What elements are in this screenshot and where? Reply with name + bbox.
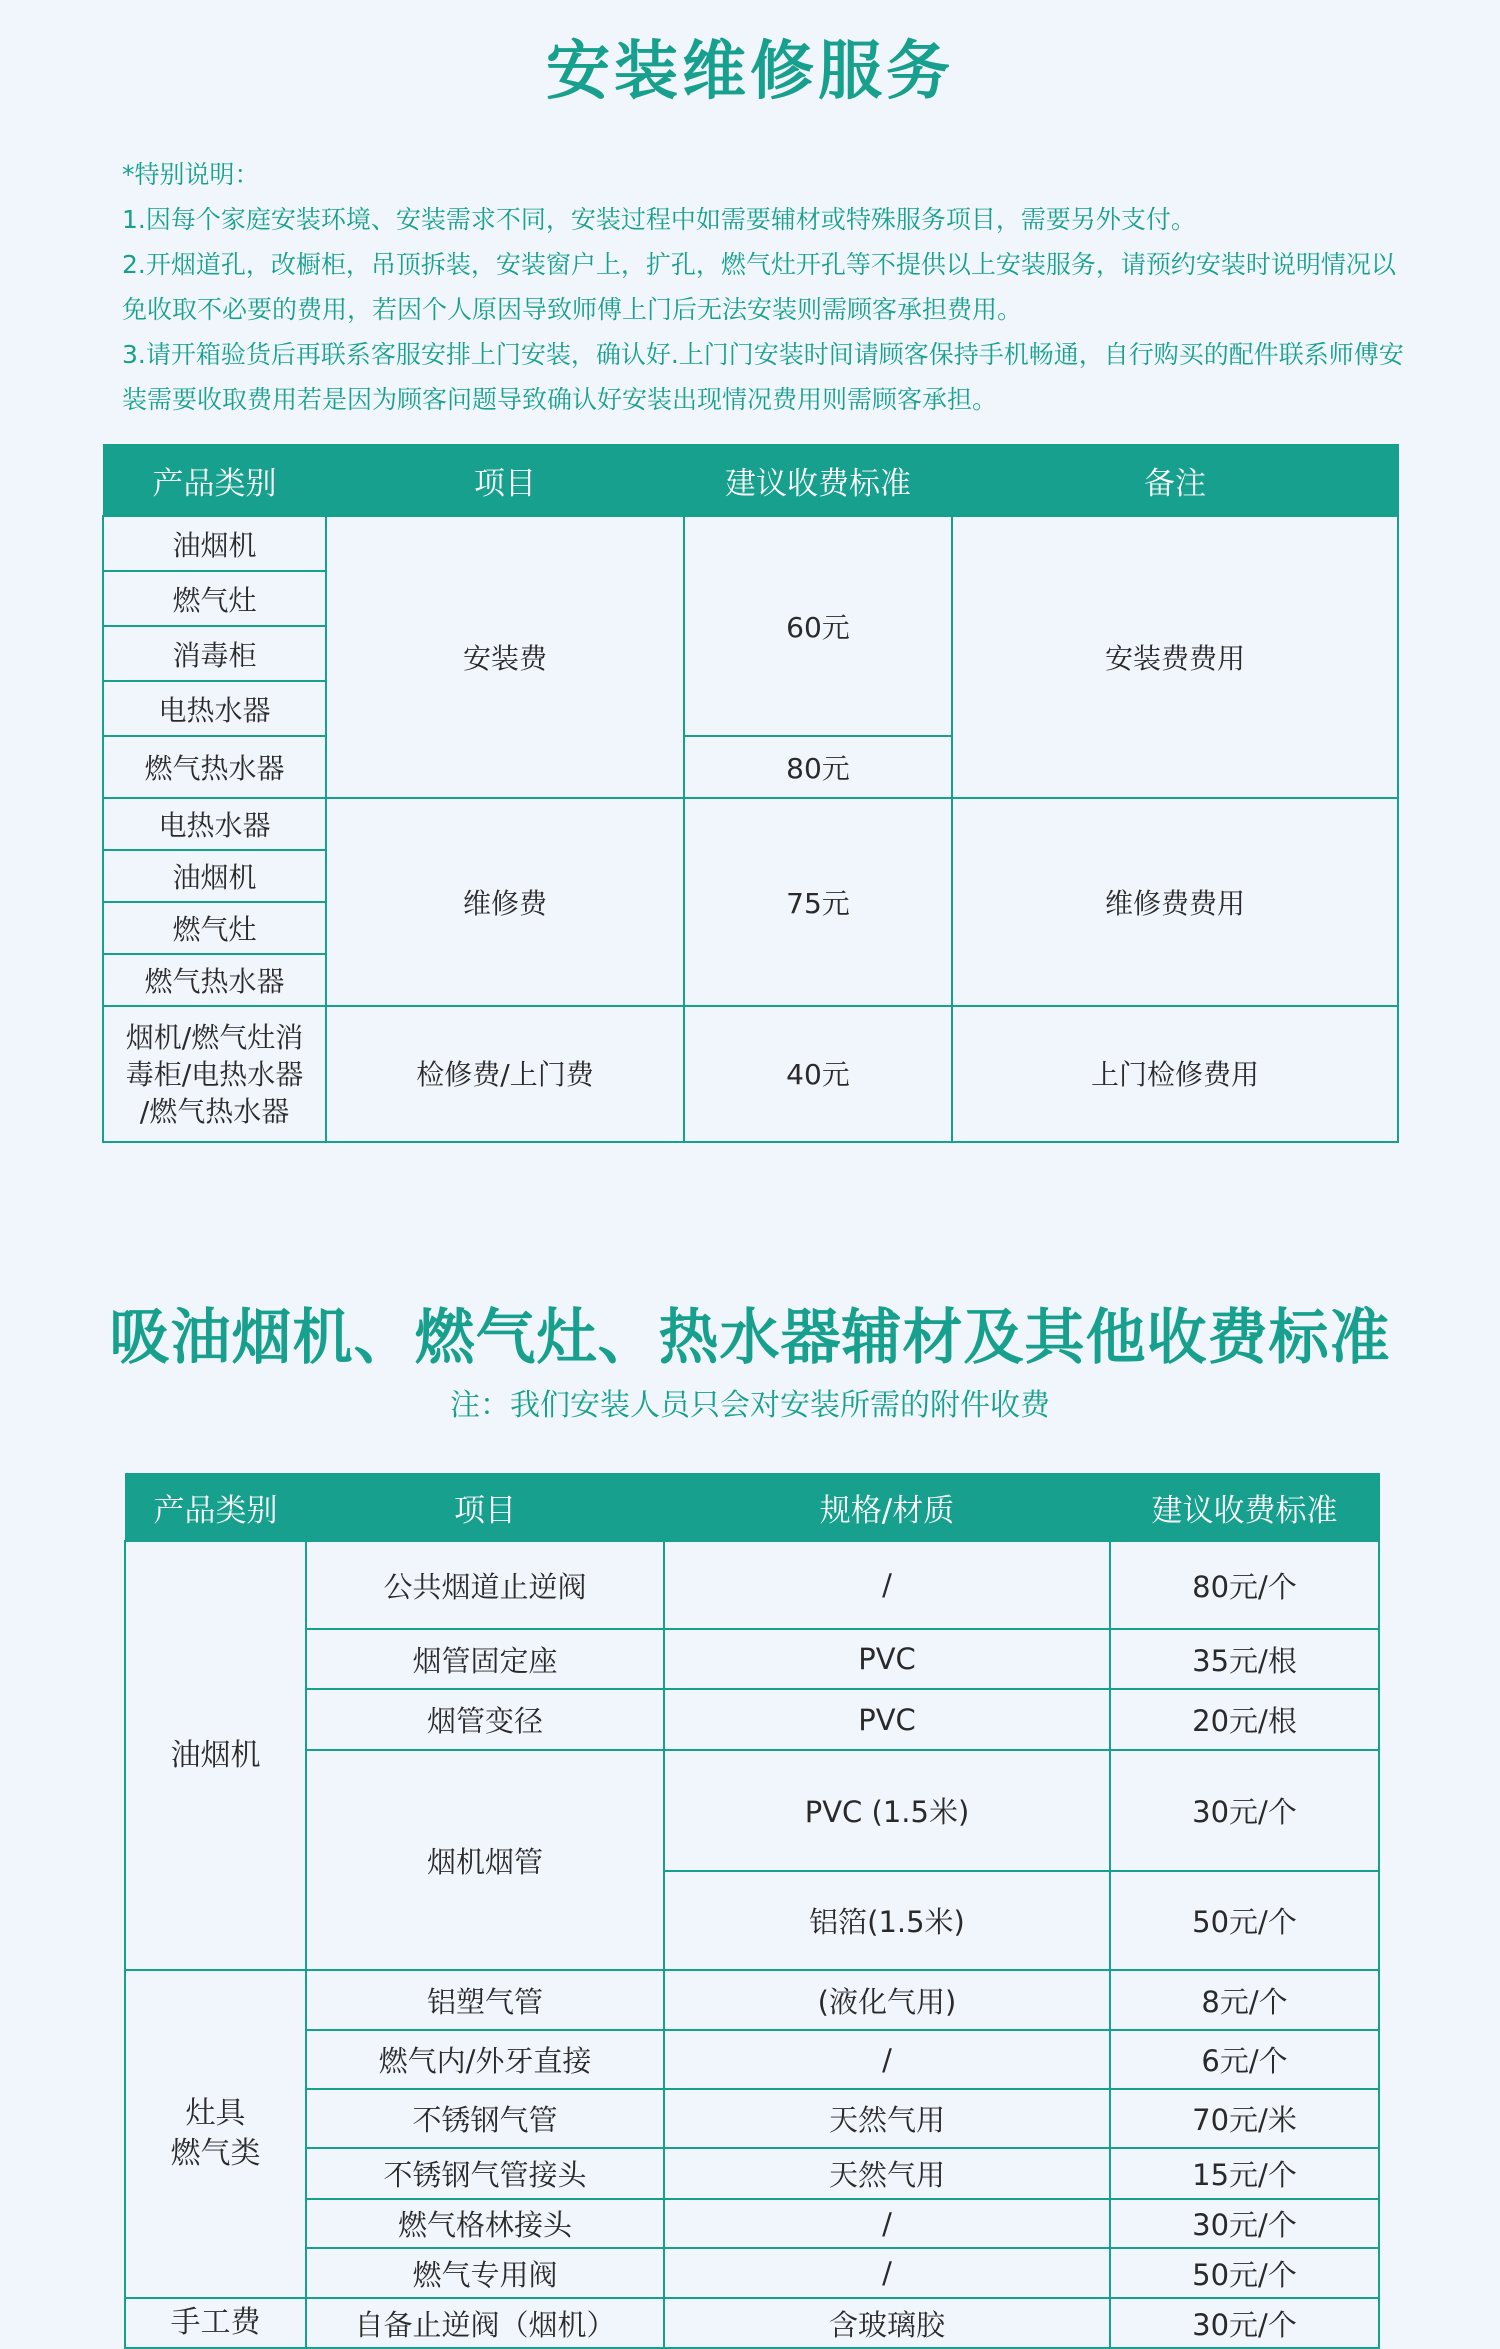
visit-product-cell <box>103 1006 326 1142</box>
category-line: 燃气类 <box>170 2136 261 2171</box>
table-row <box>125 1629 1379 1689</box>
spec-cell: PVC <box>664 1629 1110 1689</box>
header-item: 项目 <box>326 445 684 517</box>
product-cell: 燃气热水器 <box>103 954 326 1006</box>
category-range-hood: 油烟机 <box>125 1541 306 1970</box>
install-remark: 安装费费用 <box>952 516 1398 798</box>
install-fee-item: 安装费 <box>326 516 684 798</box>
table-row <box>125 1750 1379 1871</box>
header-product-category: 产品类别 <box>103 445 326 517</box>
item-cell: 燃气格林接头 <box>306 2199 664 2248</box>
price-cell: 50元/个 <box>1110 1871 1379 1970</box>
table-row <box>125 2248 1379 2298</box>
visit-product-line: /燃气热水器 <box>139 1094 290 1128</box>
product-cell: 燃气热水器 <box>103 736 326 798</box>
visit-product-line: 烟机/燃气灶消 <box>125 1020 304 1054</box>
product-cell: 燃气灶 <box>103 571 326 626</box>
item-cell-hood-pipe: 烟机烟管 <box>306 1750 664 1970</box>
item-cell: 烟管变径 <box>306 1689 664 1750</box>
table-row <box>125 2199 1379 2248</box>
table-row <box>125 2030 1379 2089</box>
item-cell: 不锈钢气管 <box>306 2089 664 2148</box>
service-fee-table <box>102 444 1399 1143</box>
notes-heading: *特别说明： <box>122 160 260 189</box>
spec-cell: PVC (1.5米) <box>664 1750 1110 1871</box>
table-row <box>103 516 1398 571</box>
price-cell: 30元/个 <box>1110 2199 1379 2248</box>
product-cell: 消毒柜 <box>103 626 326 681</box>
repair-remark: 维修费费用 <box>952 798 1398 1006</box>
category-labor: 手工费 <box>125 2298 306 2348</box>
price-cell: 30元/个 <box>1110 1750 1379 1871</box>
table-row <box>125 1689 1379 1750</box>
page-title: 安装维修服务 <box>546 35 954 109</box>
price-cell: 70元/米 <box>1110 2089 1379 2148</box>
price-cell: 80元/个 <box>1110 1541 1379 1629</box>
spec-cell: (液化气用) <box>664 1970 1110 2030</box>
price-cell: 35元/根 <box>1110 1629 1379 1689</box>
header-suggested-fee: 建议收费标准 <box>1110 1474 1379 1542</box>
price-cell: 6元/个 <box>1110 2030 1379 2089</box>
spec-cell: / <box>664 2248 1110 2298</box>
item-cell: 自备止逆阀（烟机） <box>306 2298 664 2348</box>
note-1: 1.因每个家庭安装环境、安装需求不同，安装过程中如需要辅材或特殊服务项目，需要另外支付。 <box>122 205 1196 234</box>
header-spec-material: 规格/材质 <box>664 1474 1110 1542</box>
section-note: 注：我们安装人员只会对安装所需的附件收费 <box>450 1388 1050 1423</box>
price-cell: 8元/个 <box>1110 1970 1379 2030</box>
spec-cell: 天然气用 <box>664 2148 1110 2199</box>
visit-product-line: 毒柜/电热水器 <box>125 1057 304 1091</box>
repair-fee-item: 维修费 <box>326 798 684 1006</box>
item-cell: 燃气专用阀 <box>306 2248 664 2298</box>
price-cell: 20元/根 <box>1110 1689 1379 1750</box>
repair-price: 75元 <box>684 798 952 1006</box>
product-cell: 燃气灶 <box>103 902 326 954</box>
spec-cell: 铝箔(1.5米) <box>664 1871 1110 1970</box>
section-title: 吸油烟机、燃气灶、热水器辅材及其他收费标准 <box>109 1303 1391 1373</box>
table-row <box>125 2298 1379 2348</box>
install-price-60: 60元 <box>684 516 952 736</box>
spec-cell: PVC <box>664 1689 1110 1750</box>
note-3: 3.请开箱验货后再联系客服安排上门安装，确认好.上门门安装时间请顾客保持手机畅通，自行购买的配件联系师傅安装需要收取费用若是因为顾客问题导致确认好安装出现情况费用则需顾客承担。 <box>122 340 1404 414</box>
visit-remark: 上门检修费用 <box>952 1006 1398 1142</box>
table-row <box>103 798 1398 850</box>
spec-cell: / <box>664 2199 1110 2248</box>
item-cell: 铝塑气管 <box>306 1970 664 2030</box>
spec-cell: 天然气用 <box>664 2089 1110 2148</box>
install-price-80: 80元 <box>684 736 952 798</box>
product-cell: 电热水器 <box>103 798 326 850</box>
item-cell: 燃气内/外牙直接 <box>306 2030 664 2089</box>
header-product-category: 产品类别 <box>125 1474 306 1542</box>
price-cell: 15元/个 <box>1110 2148 1379 2199</box>
category-line: 灶具 <box>185 2096 246 2131</box>
item-cell: 不锈钢气管接头 <box>306 2148 664 2199</box>
product-cell: 油烟机 <box>103 850 326 902</box>
header-suggested-fee: 建议收费标准 <box>684 445 952 517</box>
product-cell: 电热水器 <box>103 681 326 736</box>
header-remark: 备注 <box>952 445 1398 517</box>
table-row <box>125 1970 1379 2030</box>
header-item: 项目 <box>306 1474 664 1542</box>
product-cell: 油烟机 <box>103 516 326 571</box>
note-2: 2.开烟道孔，改橱柜，吊顶拆装，安装窗户上，扩孔，燃气灶开孔等不提供以上安装服务，请预约安装时说明情况以免收取不必要的费用，若因个人原因导致师傅上门后无法安装则需顾客承担费用。 <box>122 250 1396 324</box>
spec-cell: 含玻璃胶 <box>664 2298 1110 2348</box>
visit-fee-item: 检修费/上门费 <box>326 1006 684 1142</box>
price-cell: 30元/个 <box>1110 2298 1379 2348</box>
table-header-row <box>103 445 1398 517</box>
spec-cell: / <box>664 2030 1110 2089</box>
table-row <box>125 2148 1379 2199</box>
table-row <box>103 1006 1398 1142</box>
category-gas-stove <box>125 1970 306 2298</box>
price-cell: 50元/个 <box>1110 2248 1379 2298</box>
table-row <box>125 1541 1379 1629</box>
table-header-row <box>125 1474 1379 1542</box>
visit-price: 40元 <box>684 1006 952 1142</box>
spec-cell: / <box>664 1541 1110 1629</box>
accessory-fee-table <box>124 1473 1380 2349</box>
item-cell: 公共烟道止逆阀 <box>306 1541 664 1629</box>
item-cell: 烟管固定座 <box>306 1629 664 1689</box>
table-row <box>125 2089 1379 2148</box>
special-notes <box>122 152 1412 422</box>
